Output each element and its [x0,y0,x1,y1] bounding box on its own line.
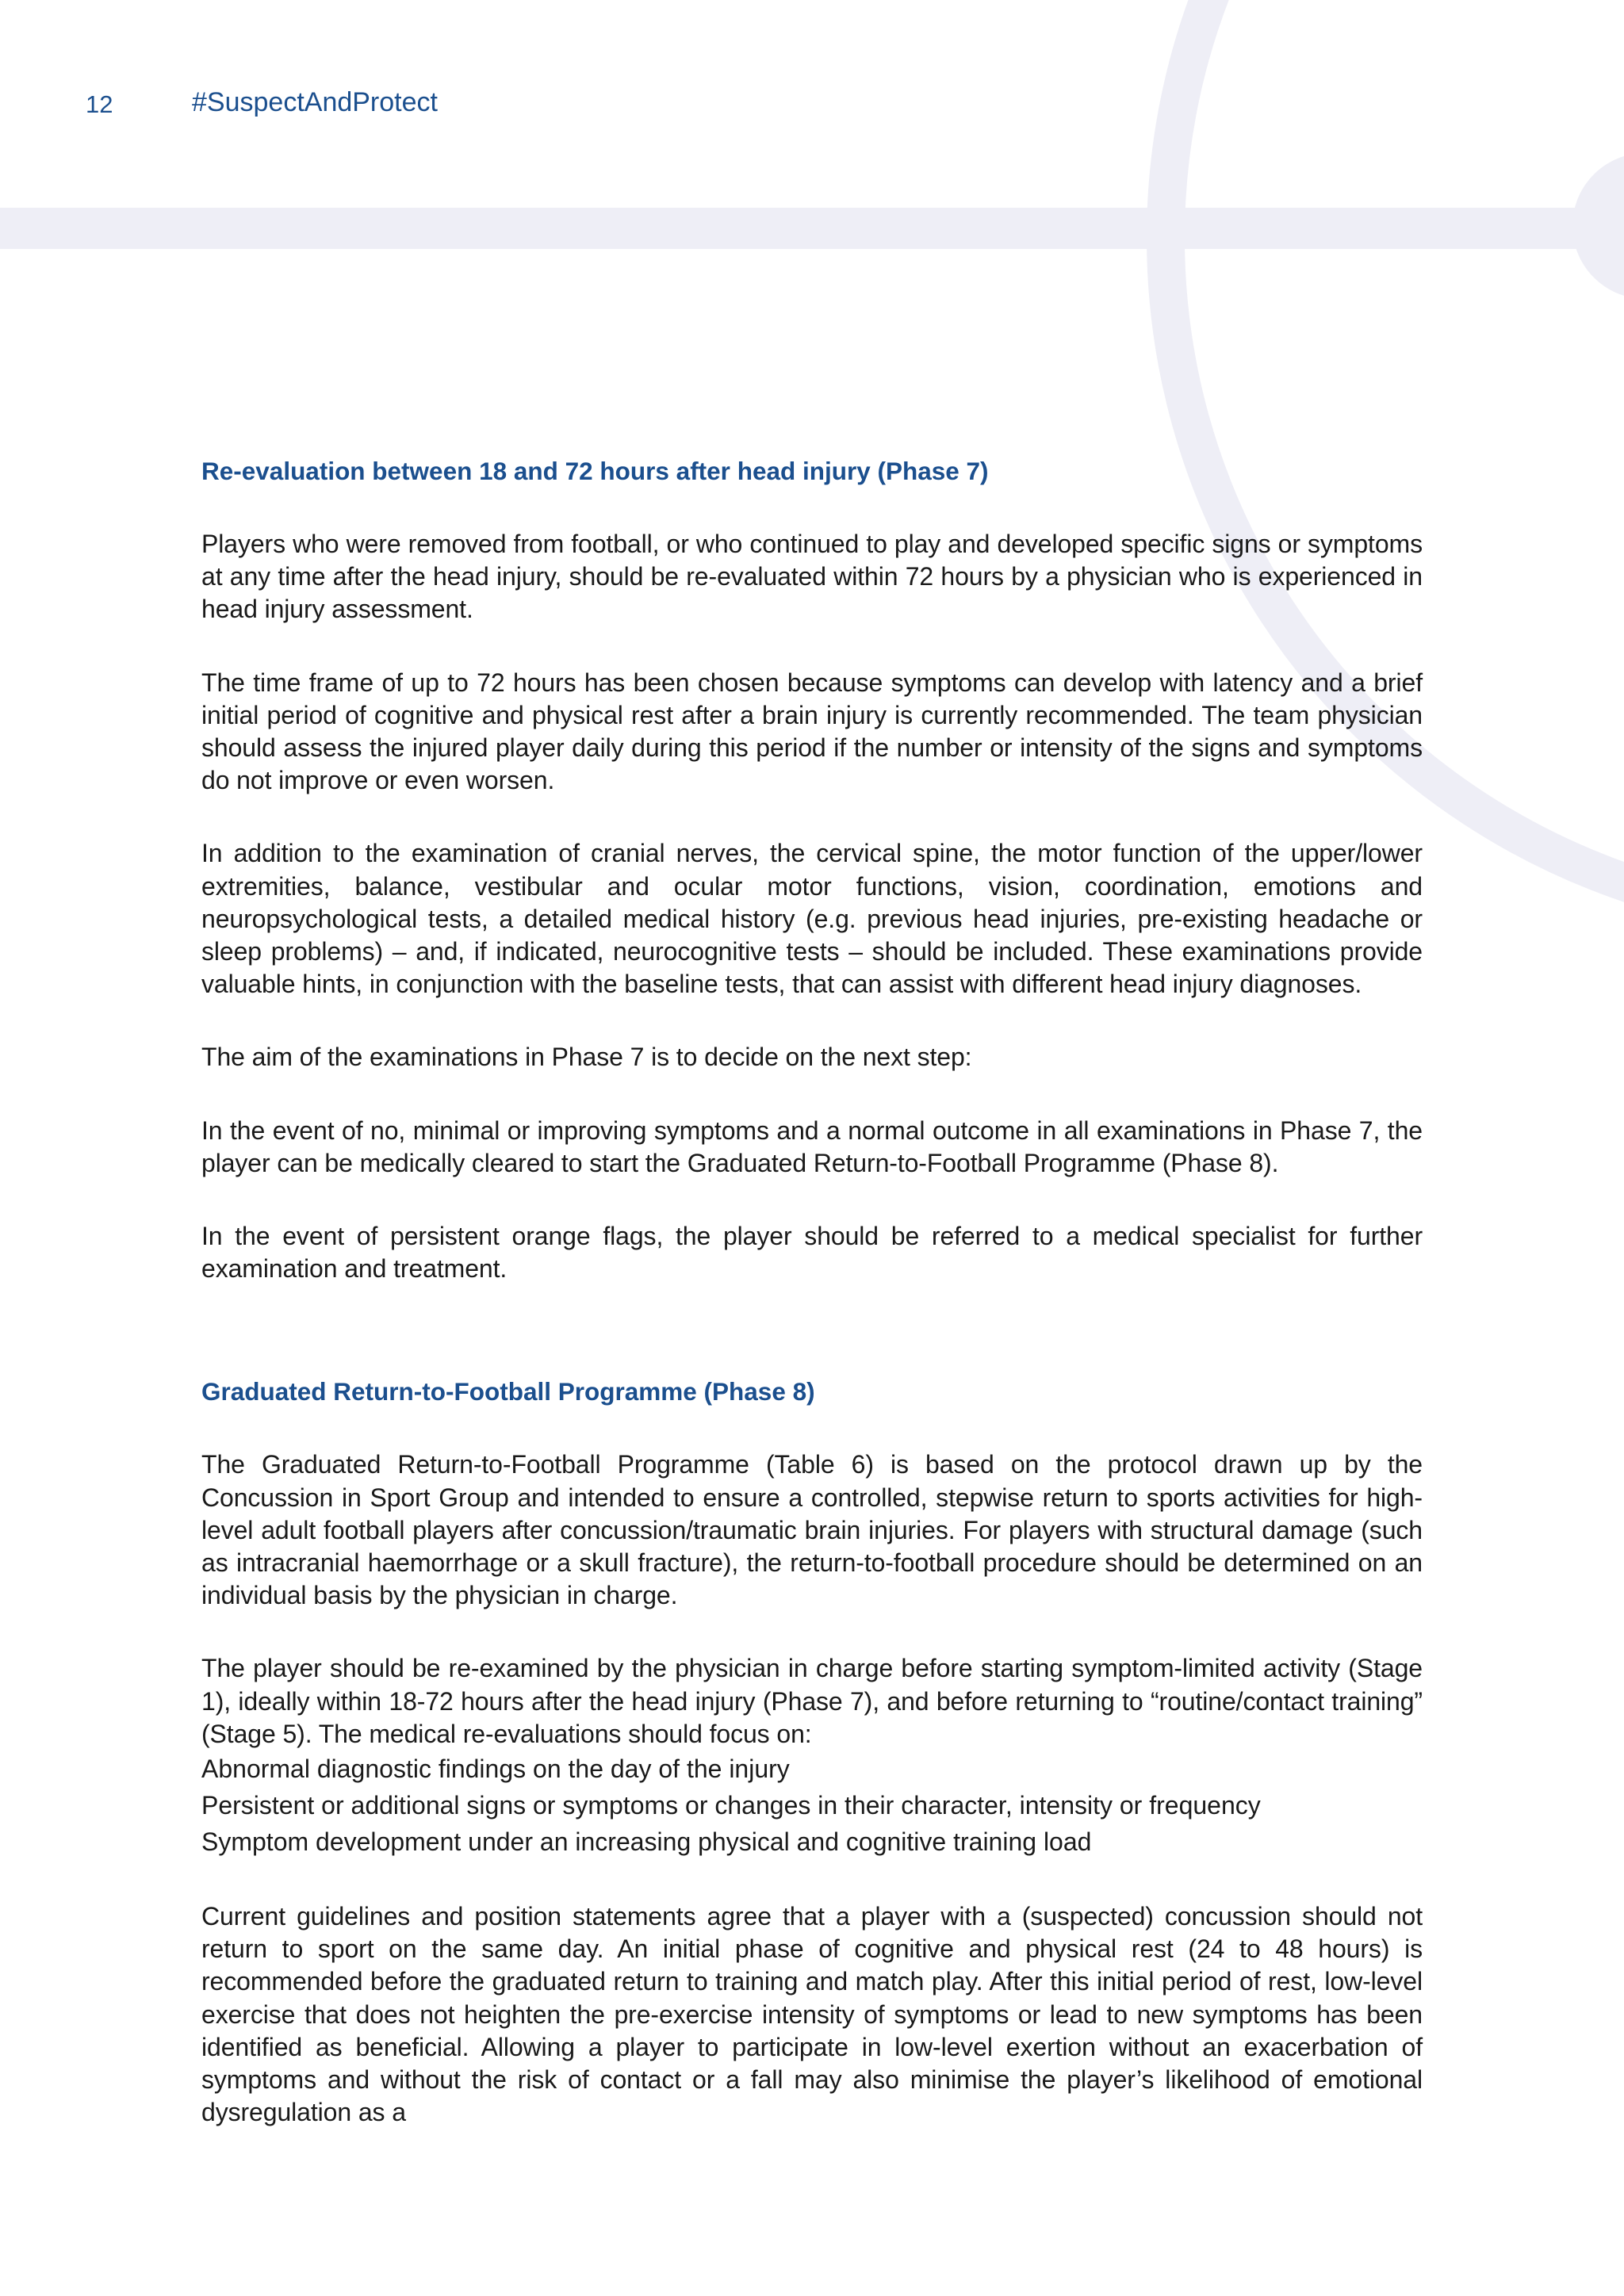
page-number: 12 [86,90,113,118]
paragraph: In the event of persistent orange flags, the player should be referred to a medical specialist for further examination and treatment. [201,1222,1423,1284]
paragraph: In the event of no, minimal or improving symptoms and a normal outcome in all examinations in Phase 7, the player can be medically cleared to start the Graduated Return-to-Football Programme (Phase 8). [201,1115,1423,1177]
section-heading-phase-7: Re-evaluation between 18 and 72 hours after head injury (Phase 7) [201,457,989,485]
list-item: Persistent or additional signs or symptoms or changes in their character, intensity or frequency [201,1791,1261,1820]
main-content [201,455,1423,2170]
focus-list [201,1751,1423,1860]
decorative-dot [1572,153,1624,299]
paragraph: The Graduated Return-to-Football Programme (Table 6) is based on the protocol drawn up by the Concussion in Sport Group and intended to ensure a controlled, stepwise return to sports activities for high-level adult football players after concussion/traumatic brain injuries. For players with structural damage (such as intracranial haemorrhage or a skull fracture), the return-to-football procedure should be determined on an individual basis by the physician in charge. [201,1450,1423,1610]
paragraph: The player should be re-examined by the physician in charge before starting symptom-limited activity (Stage 1), ideally within 18-72 hours after the head injury (Phase 7), and before returning to “routine/contact training” (Stage 5). The medical re-evaluations should focus on: [201,1654,1423,1748]
paragraph: In addition to the examination of cranial nerves, the cervical spine, the motor function of the upper/lower extremities, balance, vestibular and ocular motor functions, vision, coordination, emotions and neuropsychological tests, a detailed medical history (e.g. previous head injuries, pre-existing headache or sleep problems) – and, if indicated, neurocognitive tests – should be included. These examinations provide valuable hints, in conjunction with the baseline tests, that can assist with different head injury diagnoses. [201,839,1423,999]
list-item: Abnormal diagnostic findings on the day of the injury [201,1755,790,1784]
paragraph: Players who were removed from football, or who continued to play and developed specific signs or symptoms at any time after the head injury, should be re-evaluated within 72 hours by a physician who is experienced in head injury assessment. [201,530,1423,624]
paragraph: The time frame of up to 72 hours has been chosen because symptoms can develop with latency and a brief initial period of cognitive and physical rest after a brain injury is currently recommended. The team physician should assess the injured player daily during this period if the number or intensity of the signs and symptoms do not improve or even worsen. [201,668,1423,795]
section-heading-phase-8: Graduated Return-to-Football Programme (Phase 8) [201,1377,815,1406]
header-band [0,208,1624,249]
header-hashtag: #SuspectAndProtect [192,87,438,117]
list-item: Symptom development under an increasing physical and cognitive training load [201,1827,1092,1857]
paragraph: Current guidelines and position statements agree that a player with a (suspected) concussion should not return to sport on the same day. An initial phase of cognitive and physical rest (24 to 48 hours) is recommended before the graduated return to training and match play. After this initial period of rest, low-level exercise that does not heighten the pre-exercise intensity of symptoms or lead to new symptoms has been identified as beneficial. Allowing a player to participate in low-level exertion without an exacerbation of symptoms and without the risk of contact or a fall may also minimise the player’s likelihood of emotional dysregulation as a [201,1902,1423,2127]
paragraph: The aim of the examinations in Phase 7 is to decide on the next step: [201,1043,972,1072]
